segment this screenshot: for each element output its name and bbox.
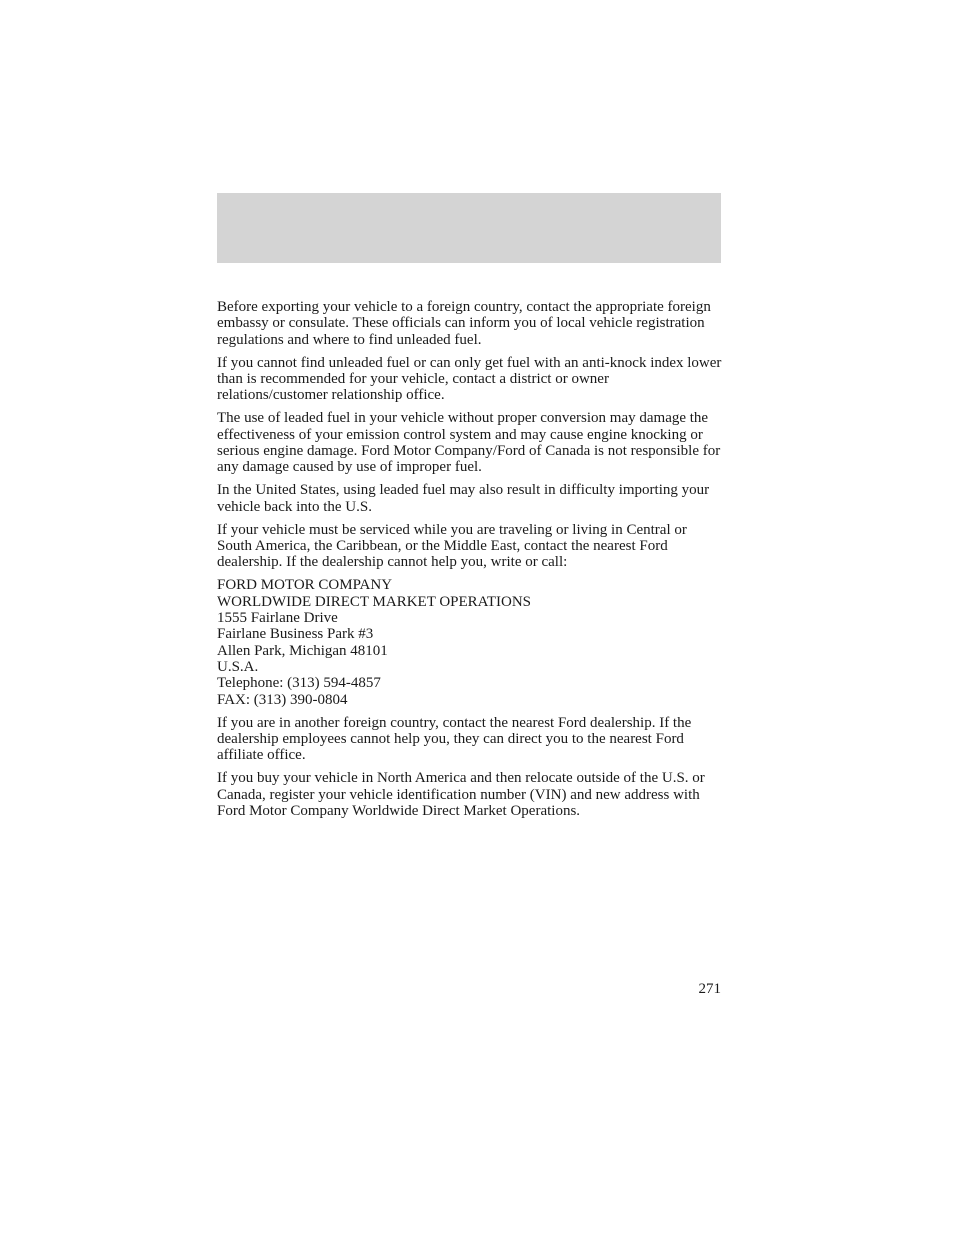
paragraph-leaded-fuel-warning: The use of leaded fuel in your vehicle without proper conversion may damage the effectiveness of your emission control system and may cause engine knocking or serious engine damage. Ford Motor Company/Ford of Canada is not responsible for any damage caused by use of improper fuel. <box>217 410 721 476</box>
section-header-band <box>217 193 721 263</box>
paragraph-unleaded-fuel: If you cannot find unleaded fuel or can only get fuel with an anti-knock index lower than is recommended for your vehicle, contact a district or owner relations/customer relationship office. <box>217 354 722 404</box>
address-fax: FAX: (313) 390-0804 <box>217 691 348 708</box>
address-building: Fairlane Business Park #3 <box>217 626 374 643</box>
address-street: 1555 Fairlane Drive <box>217 610 338 627</box>
address-division: WORLDWIDE DIRECT MARKET OPERATIONS <box>217 593 532 610</box>
address-city: Allen Park, Michigan 48101 <box>217 642 388 659</box>
paragraph-service-abroad: If your vehicle must be serviced while you are traveling or living in Central or South America, the Caribbean, or the Middle East, contact the nearest Ford dealership. If the dealership cannot help you, write or call: <box>217 521 687 571</box>
paragraph-us-import: In the United States, using leaded fuel may also result in difficulty importing your vehicle back into the U.S. <box>217 482 710 515</box>
contact-address-block <box>217 577 723 707</box>
address-company: FORD MOTOR COMPANY <box>217 577 393 594</box>
page-number: 271 <box>698 981 721 997</box>
address-telephone: Telephone: (313) 594-4857 <box>217 675 381 692</box>
paragraph-relocate-vin: If you buy your vehicle in North America and then relocate outside of the U.S. or Canada, register your vehicle identification number (VIN) and new address with Ford Motor Company Worldwide Direct Market Operations. <box>217 770 705 819</box>
paragraph-export-contact: Before exporting your vehicle to a foreign country, contact the appropriate foreign embassy or consulate. These officials can inform you of local vehicle registration regulations and where to find unleaded fuel. <box>217 299 711 348</box>
page-content <box>217 299 723 826</box>
paragraph-other-country: If you are in another foreign country, contact the nearest Ford dealership. If the dealership employees cannot help you, they can direct you to the nearest Ford affiliate office. <box>217 714 692 764</box>
address-country: U.S.A. <box>217 658 259 675</box>
